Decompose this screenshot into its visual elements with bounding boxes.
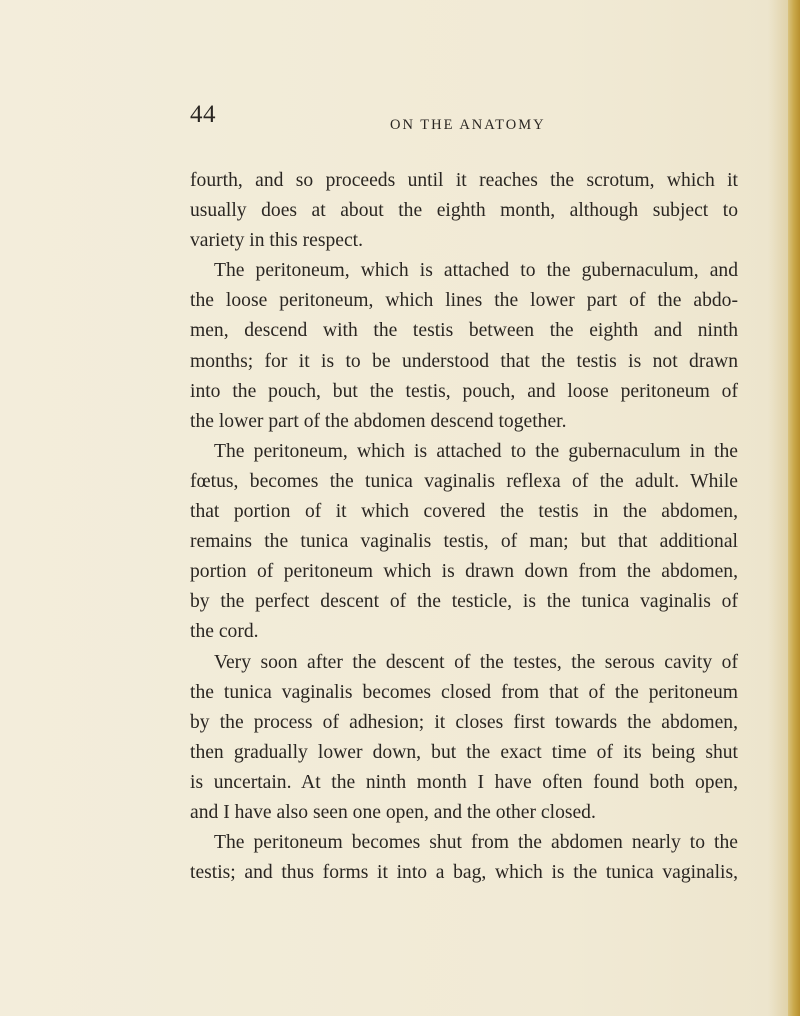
text-line: the tunica vaginalis becomes closed from that of the peritoneum xyxy=(190,681,738,703)
text-line: The peritoneum, which is attached to the gubernaculum, and xyxy=(214,260,738,282)
text-line: months; for it is to be understood that the testis is not drawn xyxy=(190,350,738,372)
text-line: is uncertain. At the ninth month I have often found both open, xyxy=(190,771,738,793)
text-line: fœtus, becomes the tunica vaginalis reflexa of the adult. While xyxy=(190,470,738,492)
text-line: by the process of adhesion; it closes first towards the abdomen, xyxy=(190,711,738,733)
text-line: men, descend with the testis between the eighth and ninth xyxy=(190,320,738,342)
text-line: by the perfect descent of the testicle, is the tunica vaginalis of xyxy=(190,591,738,613)
text-line: variety in this respect. xyxy=(190,230,364,252)
text-line: The peritoneum, which is attached to the gubernaculum in the xyxy=(214,440,738,462)
text-line: remains the tunica vaginalis testis, of man; but that additional xyxy=(190,531,738,553)
text-line: usually does at about the eighth month, although subject to xyxy=(190,200,738,222)
text-line: the lower part of the abdomen descend together. xyxy=(190,410,567,432)
text-line: The peritoneum becomes shut from the abdomen nearly to the xyxy=(214,832,738,854)
text-line: that portion of it which covered the testis in the abdomen, xyxy=(190,501,738,523)
text-line: testis; and thus forms it into a bag, which is the tunica vaginalis, xyxy=(190,862,738,884)
text-line: the loose peritoneum, which lines the lower part of the abdo- xyxy=(190,290,738,312)
text-line: into the pouch, but the testis, pouch, and loose peritoneum of xyxy=(190,380,738,402)
running-title: ON THE ANATOMY xyxy=(390,117,546,133)
text-line: the cord. xyxy=(190,621,259,643)
page-number: 44 xyxy=(190,101,216,128)
text-line: portion of peritoneum which is drawn down from the abdomen, xyxy=(190,561,738,583)
body-text xyxy=(190,166,738,888)
gilt-page-edge xyxy=(788,0,800,1016)
text-line: then gradually lower down, but the exact time of its being shut xyxy=(190,741,738,763)
text-line: and I have also seen one open, and the other closed. xyxy=(190,801,596,823)
text-line: fourth, and so proceeds until it reaches the scrotum, which it xyxy=(190,170,738,191)
text-line: Very soon after the descent of the testes, the serous cavity of xyxy=(214,651,738,673)
